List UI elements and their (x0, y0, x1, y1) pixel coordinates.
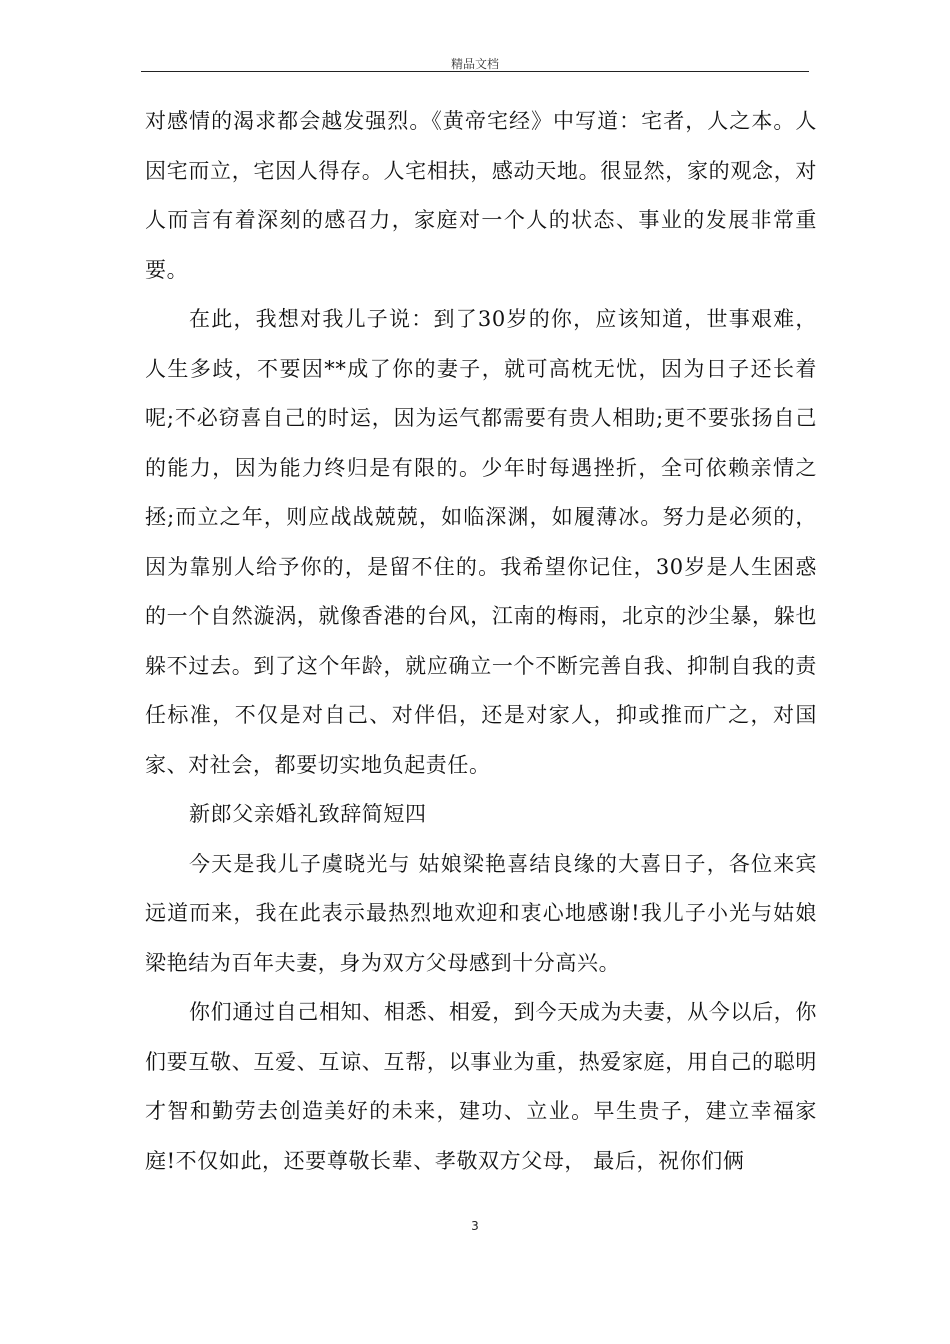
page-number: 3 (471, 1219, 479, 1233)
paragraph-message-to-son: 在此，我想对我儿子说：到了30岁的你，应该知道，世事艰难，人生多歧，不要因**成了你的妻子，就可高枕无忧，因为日子还长着呢;不必窃喜自己的时运，因为运气都需要有贵人相助;更不要张扬自己的能力，因为能力终归是有限的。少年时每遇挫折，全可依赖亲情之拯;而立之年，则应战战兢兢，如临深渊，如履薄冰。努力是必须的，因为靠别人给予你的，是留不住的。我希望你记住，30岁是人生困惑的一个自然漩涡，就像香港的台风，江南的梅雨，北京的沙尘暴，躲也躲不过去。到了这个年龄，就应确立一个不断完善自我、抑制自我的责任标准，不仅是对自己、对伴侣，还是对家人，抑或推而广之，对国家、对社会，都要切实地负起责任。 (145, 307, 817, 777)
paragraph-blessing: 你们通过自己相知、相悉、相爱，到今天成为夫妻，从今以后，你们要互敬、互爱、互谅、互帮，以事业为重，热爱家庭，用自己的聪明才智和勤劳去创造美好的未来，建功、立业。早生贵子，建立幸福家庭!不仅如此，还要尊敬长辈、孝敬双方父母， 最后，祝你们俩 (145, 1000, 817, 1173)
section-heading: 新郎父亲婚礼致辞简短四 (189, 802, 427, 826)
header-divider (141, 71, 809, 72)
paragraph-welcome: 今天是我儿子虞晓光与 姑娘梁艳喜结良缘的大喜日子，各位来宾远道而来，我在此表示最热烈地欢迎和衷心地感谢!我儿子小光与姑娘梁艳结为百年夫妻，身为双方父母感到十分高兴。 (145, 851, 817, 975)
document-body (145, 97, 817, 1186)
page-header-title: 精品文档 (450, 57, 499, 71)
paragraph-continuation: 对感情的渴求都会越发强烈。《黄帝宅经》中写道：宅者，人之本。人因宅而立，宅因人得存。人宅相扶，感动天地。很显然，家的观念，对人而言有着深刻的感召力，家庭对一个人的状态、事业的发展非常重要。 (145, 109, 817, 282)
